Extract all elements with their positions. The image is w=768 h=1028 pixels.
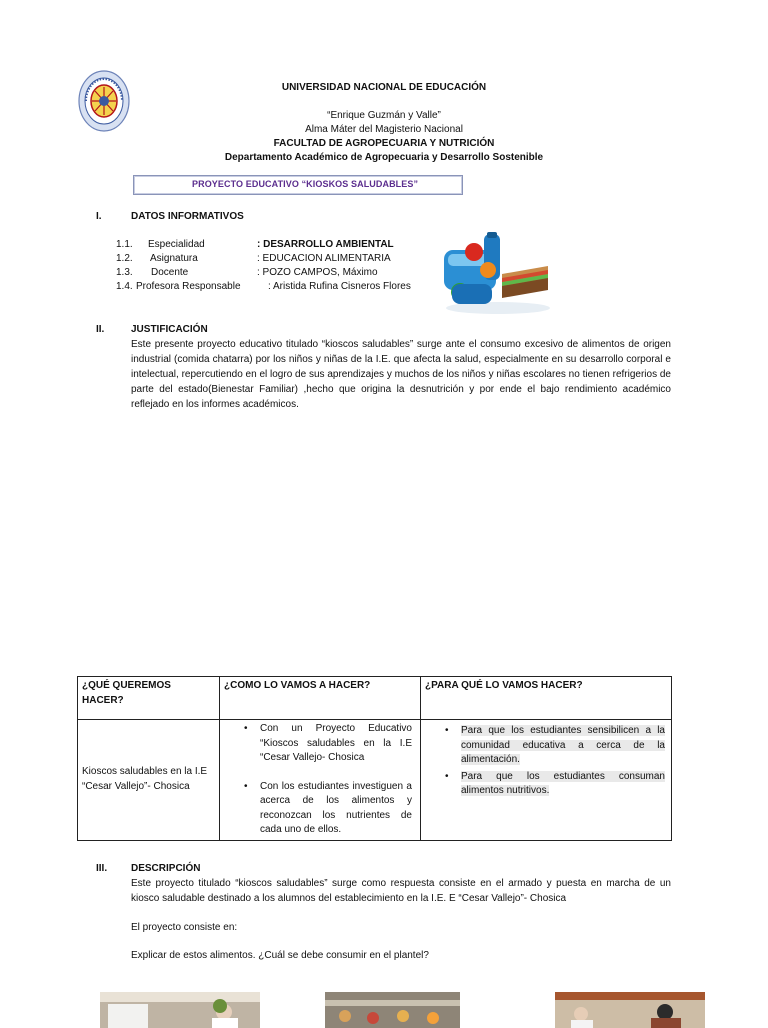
list-item-text: Para que los estudiantes sensibilicen a la comunidad educativa a cerca de la alimentación. bbox=[461, 725, 665, 765]
kiosk-photo-2 bbox=[325, 992, 460, 1028]
como-list bbox=[244, 722, 412, 838]
info-row-docente bbox=[116, 266, 436, 280]
section3-title: DESCRIPCIÓN bbox=[131, 863, 201, 874]
info-label: Profesora Responsable bbox=[136, 281, 241, 292]
info-label: Docente bbox=[151, 267, 189, 278]
info-value: : DESARROLLO AMBIENTAL bbox=[257, 239, 394, 250]
info-row-asignatura bbox=[116, 252, 436, 266]
description-text: Este proyecto titulado “kioscos saludables” surge como respuesta consiste en el armado y puesta en marcha de un kiosco saludable destinado a los alumnos del establecimiento en la I.E. E “Cesar Vallejo”- Chosica bbox=[131, 878, 671, 904]
que-text: Kioscos saludables en la I.E “Cesar Vallejo”- Chosica bbox=[82, 766, 208, 792]
list-item bbox=[461, 770, 665, 799]
section1-title: DATOS INFORMATIVOS bbox=[131, 211, 244, 222]
project-title: PROYECTO EDUCATIVO “KIOSKOS SALUDABLES” bbox=[192, 179, 419, 190]
section3-number: III. bbox=[96, 863, 108, 874]
info-label: Especialidad bbox=[148, 239, 205, 250]
plan-table bbox=[77, 676, 672, 841]
info-num: 1.3. bbox=[116, 267, 133, 278]
description-consiste: El proyecto consiste en: bbox=[131, 922, 238, 933]
project-title-box bbox=[133, 175, 463, 195]
section2-title: JUSTIFICACIÓN bbox=[131, 324, 208, 335]
info-num: 1.1. bbox=[116, 239, 133, 250]
kiosk-photo-3 bbox=[555, 992, 705, 1028]
table-row bbox=[78, 720, 672, 841]
lunchbox-food-icon bbox=[440, 230, 552, 316]
justification-text: Este presente proyecto educativo titulado “kioscos saludables” surge ante el consumo excesivo de alimentos de origen industrial (comida chatarra) por los niños y niñas de la I.E. que afecta la salud, especialmente en su desarrollo corporal e intelectual, repercutiendo en el logro de sus aprendizajes y muchos de los niños y niñas escolares no tienen refrigerios de parte del estado(Bienestar Familiar) ,hecho que origina la desnutrición y por ende el bajo rendimiento académico reflejado en los informes académicos. bbox=[131, 339, 671, 410]
department-name: Departamento Académico de Agropecuaria y Desarrollo Sostenible bbox=[224, 152, 544, 163]
list-item-text: Para que los estudiantes consuman alimentos nutritivos. bbox=[461, 770, 665, 796]
university-subtitle: “Enrique Guzmán y Valle” bbox=[327, 110, 441, 121]
info-row-profesora bbox=[116, 280, 436, 294]
faculty-name: FACULTAD DE AGROPECUARIA Y NUTRICIÓN bbox=[273, 138, 495, 149]
university-name: UNIVERSIDAD NACIONAL DE EDUCACIÓN bbox=[281, 82, 487, 93]
info-value: : Aristida Rufina Cisneros Flores bbox=[268, 281, 411, 292]
section2-number: II. bbox=[96, 324, 105, 335]
list-item: • Con los estudiantes investiguen a acerca de los alimentos y reconozcan los nutrientes de cada uno de ellos. bbox=[260, 780, 412, 838]
info-row-especialidad bbox=[116, 238, 436, 252]
university-motto: Alma Máter del Magisterio Nacional bbox=[305, 124, 463, 135]
table-header-para-que: ¿PARA QUÉ LO VAMOS HACER? bbox=[421, 677, 672, 720]
table-header-como: ¿COMO LO VAMOS A HACER? bbox=[220, 677, 421, 720]
university-seal-icon bbox=[78, 70, 130, 132]
list-item bbox=[461, 724, 665, 768]
table-cell-para-que bbox=[421, 720, 672, 841]
table-header-row bbox=[78, 677, 672, 720]
list-item: • Con un Proyecto Educativo “Kioscos saludables en la I.E “Cesar Vallejo- Chosica bbox=[260, 722, 412, 766]
description-explicar: Explicar de estos alimentos. ¿Cuál se debe consumir en el plantel? bbox=[131, 950, 429, 961]
table-header-que: ¿QUÉ QUEREMOS HACER? bbox=[78, 677, 220, 720]
section1-number: I. bbox=[96, 211, 102, 222]
info-num: 1.4. bbox=[116, 281, 133, 292]
kiosk-photo-1 bbox=[100, 992, 260, 1028]
info-label: Asignatura bbox=[150, 253, 198, 264]
info-num: 1.2. bbox=[116, 253, 133, 264]
info-value: : EDUCACION ALIMENTARIA bbox=[257, 253, 391, 264]
para-que-list bbox=[445, 724, 665, 799]
info-value: : POZO CAMPOS, Máximo bbox=[257, 267, 378, 278]
table-cell-como bbox=[220, 720, 421, 841]
table-cell-que bbox=[78, 720, 220, 841]
